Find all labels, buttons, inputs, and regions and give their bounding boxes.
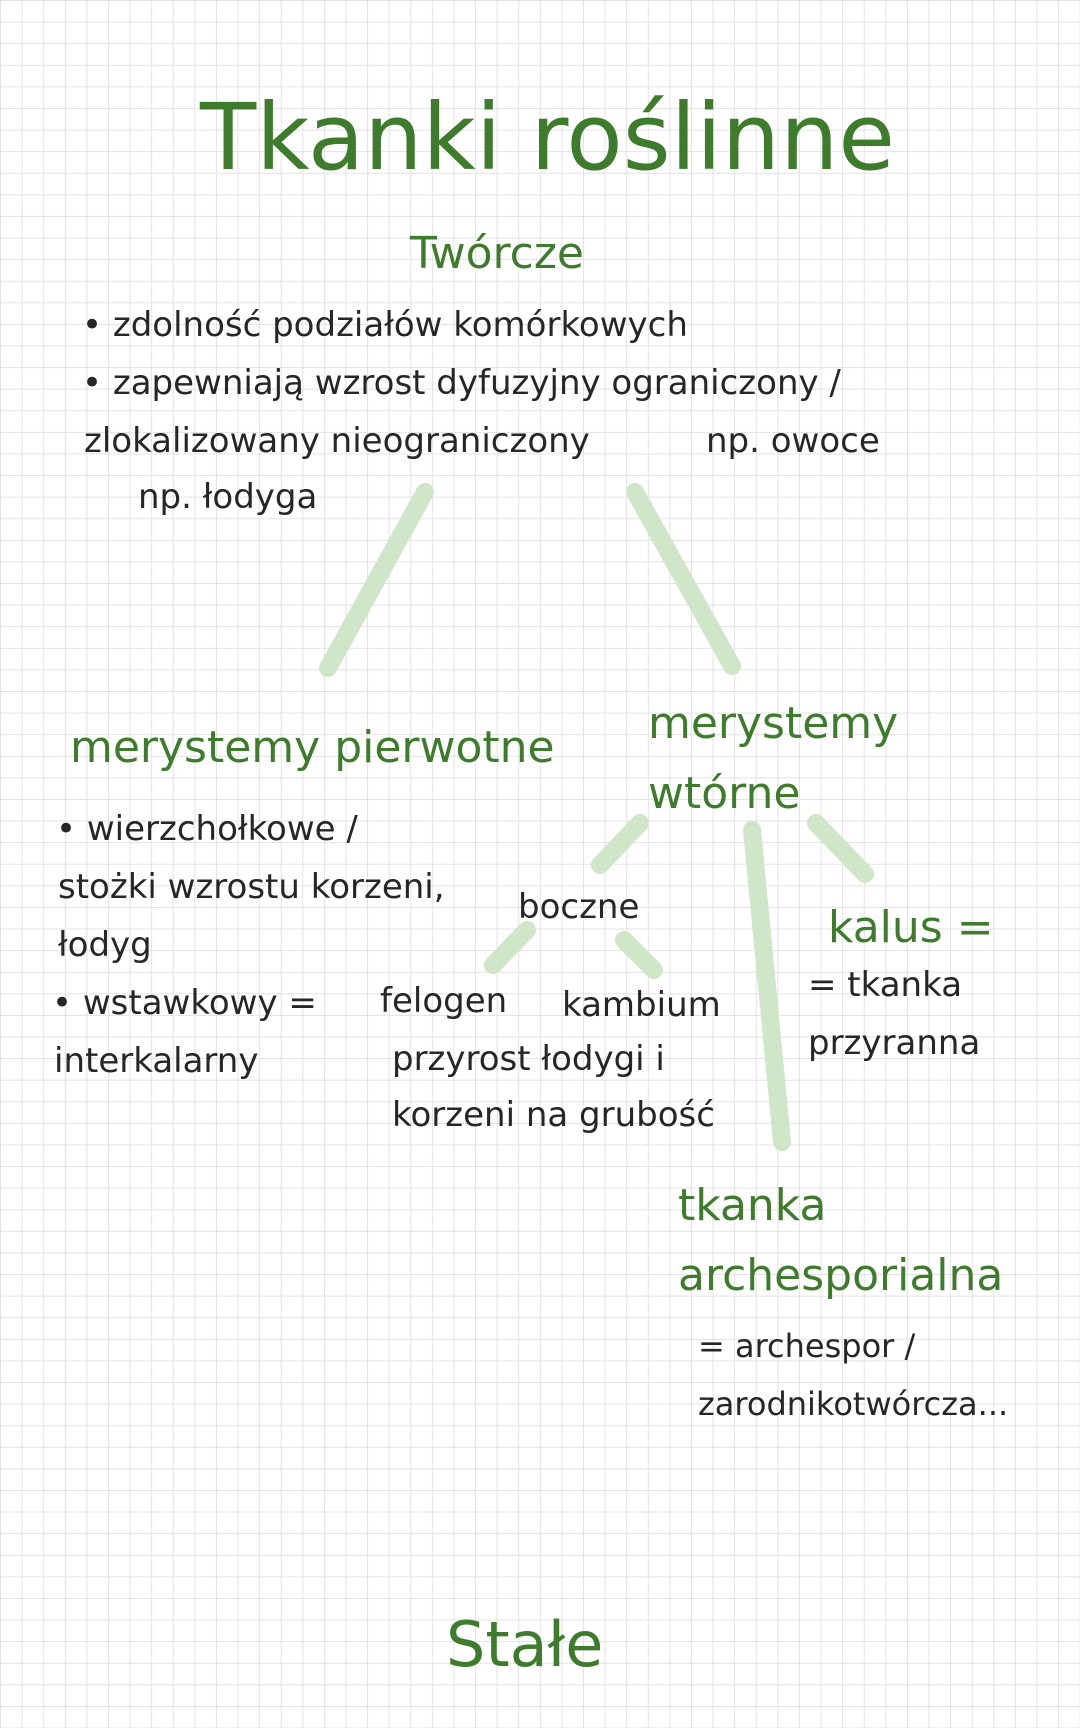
- example-lodyga: np. łodyga: [138, 477, 318, 517]
- tworcze-line-3: zlokalizowany nieograniczony: [84, 421, 590, 461]
- kalus-line-1: = tkanka: [808, 965, 963, 1005]
- page-title: Tkanki roślinne: [200, 84, 895, 191]
- heading-tworcze: Twórcze: [410, 228, 584, 279]
- example-owoce: np. owoce: [706, 421, 880, 461]
- heading-merystemy-wtorne-1: merystemy: [648, 698, 899, 749]
- pierwotne-line-2: stożki wzrostu korzeni,: [58, 867, 445, 907]
- pierwotne-line-3: łodyg: [58, 925, 152, 965]
- connector-to-wtorne: [635, 492, 732, 666]
- pierwotne-line-4: • wstawkowy =: [52, 983, 317, 1023]
- pierwotne-line-1: • wierzchołkowe /: [56, 809, 358, 849]
- connector-wtorne-to-archesporialna: [752, 830, 782, 1142]
- label-felogen: felogen: [380, 981, 508, 1021]
- heading-tkanka-archesporialna-1: tkanka: [678, 1180, 827, 1231]
- connector-to-pierwotne: [328, 492, 425, 668]
- connector-wtorne-to-boczne: [600, 823, 640, 865]
- kalus-line-2: przyranna: [808, 1023, 981, 1063]
- heading-merystemy-wtorne-2: wtórne: [648, 768, 801, 819]
- heading-kalus: kalus =: [828, 902, 994, 953]
- connector-boczne-to-kambium: [624, 940, 654, 970]
- przyrost-line-1: przyrost łodygi i: [392, 1039, 665, 1079]
- tworcze-bullet-2: • zapewniają wzrost dyfuzyjny ograniczony /: [82, 363, 841, 403]
- pierwotne-line-5: interkalarny: [54, 1041, 259, 1081]
- przyrost-line-2: korzeni na grubość: [392, 1095, 715, 1135]
- heading-merystemy-pierwotne: merystemy pierwotne: [70, 722, 555, 773]
- connector-wtorne-to-kalus: [816, 823, 865, 874]
- heading-stale: Stałe: [446, 1608, 604, 1681]
- archespor-line-2: zarodnikotwórcza...: [698, 1385, 1009, 1423]
- heading-tkanka-archesporialna-2: archesporialna: [678, 1250, 1004, 1301]
- tworcze-bullet-1: • zdolność podziałów komórkowych: [82, 305, 688, 345]
- label-boczne: boczne: [518, 887, 640, 927]
- archespor-line-1: = archespor /: [698, 1327, 916, 1365]
- label-kambium: kambium: [562, 985, 721, 1025]
- connector-boczne-to-felogen: [493, 930, 527, 965]
